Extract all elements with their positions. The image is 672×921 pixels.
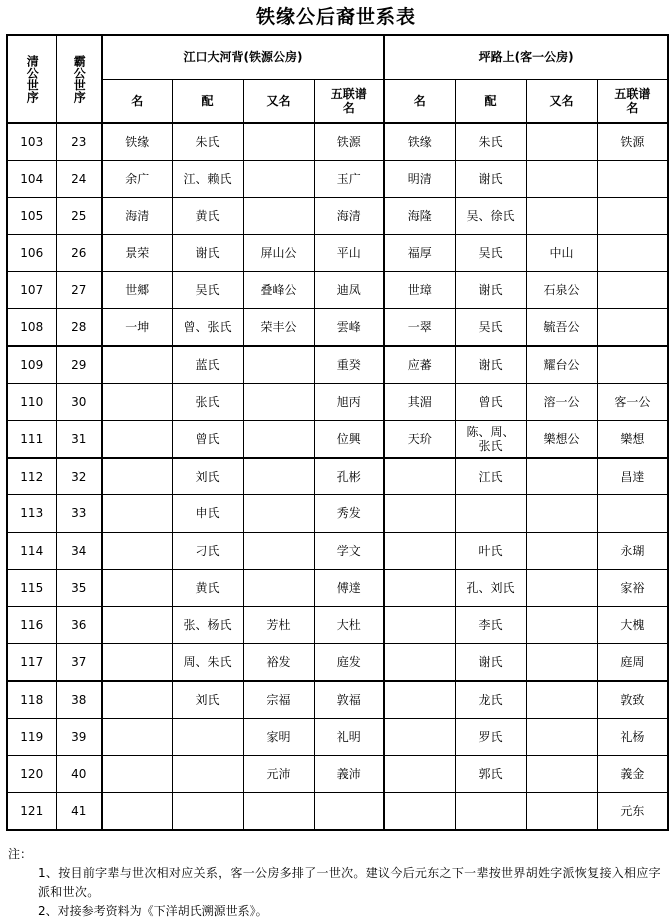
header-branch-left: 江口大河背(铁源公房) bbox=[102, 35, 384, 79]
cell-left-name bbox=[102, 383, 172, 420]
cell-left-name bbox=[102, 421, 172, 458]
cell-right-spouse: 朱氏 bbox=[455, 123, 526, 160]
cell-right-alias bbox=[526, 644, 597, 681]
cell-ba-generation: 26 bbox=[56, 235, 102, 272]
cell-right-lineage bbox=[597, 346, 668, 383]
cell-qing-generation: 120 bbox=[7, 755, 56, 792]
cell-ba-generation: 23 bbox=[56, 123, 102, 160]
cell-right-lineage bbox=[597, 495, 668, 532]
notes-label: 注： bbox=[8, 847, 33, 861]
cell-left-lineage: 海清 bbox=[314, 197, 384, 234]
cell-qing-generation: 106 bbox=[7, 235, 56, 272]
cell-right-lineage bbox=[597, 309, 668, 346]
cell-left-lineage: 迪凤 bbox=[314, 272, 384, 309]
cell-qing-generation: 116 bbox=[7, 606, 56, 643]
cell-right-lineage: 元东 bbox=[597, 792, 668, 829]
cell-qing-generation: 117 bbox=[7, 644, 56, 681]
cell-left-alias bbox=[243, 458, 314, 495]
cell-right-name bbox=[384, 458, 455, 495]
cell-right-spouse: 吴氏 bbox=[455, 309, 526, 346]
header-right-lineage: 五联谱名 bbox=[597, 79, 668, 123]
cell-qing-generation: 105 bbox=[7, 197, 56, 234]
cell-left-lineage: 玉广 bbox=[314, 160, 384, 197]
table-row bbox=[7, 606, 668, 643]
cell-right-alias bbox=[526, 718, 597, 755]
cell-right-name bbox=[384, 755, 455, 792]
cell-qing-generation: 115 bbox=[7, 569, 56, 606]
cell-right-alias bbox=[526, 532, 597, 569]
cell-ba-generation: 40 bbox=[56, 755, 102, 792]
cell-left-alias: 宗福 bbox=[243, 681, 314, 718]
cell-right-lineage: 家裕 bbox=[597, 569, 668, 606]
cell-right-alias: 耀台公 bbox=[526, 346, 597, 383]
table-row bbox=[7, 197, 668, 234]
cell-right-lineage: 永瑚 bbox=[597, 532, 668, 569]
cell-ba-generation: 28 bbox=[56, 309, 102, 346]
cell-right-name: 明清 bbox=[384, 160, 455, 197]
table-row bbox=[7, 755, 668, 792]
cell-left-lineage: 礼明 bbox=[314, 718, 384, 755]
table-row bbox=[7, 569, 668, 606]
cell-right-alias bbox=[526, 458, 597, 495]
cell-left-alias bbox=[243, 792, 314, 829]
cell-left-alias: 家明 bbox=[243, 718, 314, 755]
cell-left-alias bbox=[243, 532, 314, 569]
cell-left-name: 世郷 bbox=[102, 272, 172, 309]
cell-right-lineage: 客一公 bbox=[597, 383, 668, 420]
cell-left-lineage: 傅達 bbox=[314, 569, 384, 606]
note-line-2: 2、对接参考资料为《下洋胡氏溯源世系》。 bbox=[38, 904, 268, 918]
cell-left-spouse: 刘氏 bbox=[172, 458, 243, 495]
header-right-alias: 又名 bbox=[526, 79, 597, 123]
cell-right-alias bbox=[526, 606, 597, 643]
cell-left-name bbox=[102, 644, 172, 681]
cell-left-alias: 裕发 bbox=[243, 644, 314, 681]
cell-right-alias bbox=[526, 755, 597, 792]
cell-left-spouse: 张、杨氏 bbox=[172, 606, 243, 643]
table-row bbox=[7, 718, 668, 755]
header-right-name: 名 bbox=[384, 79, 455, 123]
cell-qing-generation: 114 bbox=[7, 532, 56, 569]
cell-right-lineage: 大槐 bbox=[597, 606, 668, 643]
cell-left-name bbox=[102, 346, 172, 383]
cell-right-spouse: 谢氏 bbox=[455, 160, 526, 197]
cell-right-name bbox=[384, 569, 455, 606]
cell-right-spouse: 谢氏 bbox=[455, 644, 526, 681]
cell-left-lineage: 敦福 bbox=[314, 681, 384, 718]
cell-left-alias bbox=[243, 123, 314, 160]
table-row bbox=[7, 346, 668, 383]
cell-left-spouse: 黄氏 bbox=[172, 569, 243, 606]
cell-ba-generation: 37 bbox=[56, 644, 102, 681]
cell-left-spouse: 周、朱氏 bbox=[172, 644, 243, 681]
cell-left-spouse: 刁氏 bbox=[172, 532, 243, 569]
cell-ba-generation: 31 bbox=[56, 421, 102, 458]
cell-left-name bbox=[102, 606, 172, 643]
cell-right-name: 铁缘 bbox=[384, 123, 455, 160]
cell-left-alias: 元沛 bbox=[243, 755, 314, 792]
cell-left-spouse: 申氏 bbox=[172, 495, 243, 532]
cell-ba-generation: 39 bbox=[56, 718, 102, 755]
cell-left-spouse: 黄氏 bbox=[172, 197, 243, 234]
cell-right-spouse bbox=[455, 495, 526, 532]
cell-right-spouse: 陈、周、 张氏 bbox=[455, 421, 526, 458]
page-title: 铁缘公后裔世系表 bbox=[255, 6, 416, 28]
cell-qing-generation: 112 bbox=[7, 458, 56, 495]
cell-right-alias: 樂想公 bbox=[526, 421, 597, 458]
cell-right-alias: 石泉公 bbox=[526, 272, 597, 309]
cell-qing-generation: 111 bbox=[7, 421, 56, 458]
table-row bbox=[7, 235, 668, 272]
cell-left-alias bbox=[243, 383, 314, 420]
cell-left-lineage: 秀发 bbox=[314, 495, 384, 532]
table-row bbox=[7, 681, 668, 718]
cell-right-alias: 中山 bbox=[526, 235, 597, 272]
header-left-spouse: 配 bbox=[172, 79, 243, 123]
cell-ba-generation: 41 bbox=[56, 792, 102, 829]
cell-left-lineage: 庭发 bbox=[314, 644, 384, 681]
cell-left-spouse: 谢氏 bbox=[172, 235, 243, 272]
cell-left-alias bbox=[243, 495, 314, 532]
cell-right-alias bbox=[526, 681, 597, 718]
cell-left-name: 海清 bbox=[102, 197, 172, 234]
notes-section bbox=[8, 845, 670, 921]
cell-right-lineage: 庭周 bbox=[597, 644, 668, 681]
cell-left-name bbox=[102, 755, 172, 792]
cell-right-lineage: 義金 bbox=[597, 755, 668, 792]
cell-right-name bbox=[384, 532, 455, 569]
cell-left-lineage: 学文 bbox=[314, 532, 384, 569]
cell-right-name: 一翠 bbox=[384, 309, 455, 346]
cell-right-spouse: 龙氏 bbox=[455, 681, 526, 718]
cell-right-alias bbox=[526, 160, 597, 197]
table-row bbox=[7, 644, 668, 681]
cell-right-name bbox=[384, 792, 455, 829]
cell-left-lineage: 铁源 bbox=[314, 123, 384, 160]
cell-left-alias bbox=[243, 421, 314, 458]
cell-right-spouse: 李氏 bbox=[455, 606, 526, 643]
cell-left-alias: 屏山公 bbox=[243, 235, 314, 272]
header-right-spouse: 配 bbox=[455, 79, 526, 123]
cell-left-spouse: 曾、张氏 bbox=[172, 309, 243, 346]
cell-left-name: 铁缘 bbox=[102, 123, 172, 160]
cell-right-lineage: 敦致 bbox=[597, 681, 668, 718]
cell-right-lineage bbox=[597, 272, 668, 309]
cell-left-name: 一坤 bbox=[102, 309, 172, 346]
header-left-lineage: 五联谱名 bbox=[314, 79, 384, 123]
cell-right-alias bbox=[526, 123, 597, 160]
cell-qing-generation: 118 bbox=[7, 681, 56, 718]
cell-ba-generation: 29 bbox=[56, 346, 102, 383]
cell-right-alias: 溶一公 bbox=[526, 383, 597, 420]
cell-ba-generation: 36 bbox=[56, 606, 102, 643]
table-row bbox=[7, 792, 668, 829]
cell-left-spouse bbox=[172, 755, 243, 792]
cell-left-alias: 荣丰公 bbox=[243, 309, 314, 346]
cell-right-lineage: 礼杨 bbox=[597, 718, 668, 755]
cell-left-spouse bbox=[172, 718, 243, 755]
cell-ba-generation: 24 bbox=[56, 160, 102, 197]
cell-right-name: 应蕃 bbox=[384, 346, 455, 383]
cell-qing-generation: 108 bbox=[7, 309, 56, 346]
cell-left-name bbox=[102, 458, 172, 495]
cell-left-alias bbox=[243, 197, 314, 234]
cell-left-spouse: 吴氏 bbox=[172, 272, 243, 309]
cell-left-alias bbox=[243, 160, 314, 197]
cell-left-name: 余广 bbox=[102, 160, 172, 197]
cell-right-spouse: 江氏 bbox=[455, 458, 526, 495]
table-row bbox=[7, 272, 668, 309]
cell-right-alias bbox=[526, 197, 597, 234]
cell-left-lineage: 孔彬 bbox=[314, 458, 384, 495]
cell-ba-generation: 27 bbox=[56, 272, 102, 309]
cell-right-name: 福厚 bbox=[384, 235, 455, 272]
cell-right-name bbox=[384, 495, 455, 532]
cell-left-name bbox=[102, 532, 172, 569]
header-left-name: 名 bbox=[102, 79, 172, 123]
cell-qing-generation: 121 bbox=[7, 792, 56, 829]
cell-right-spouse bbox=[455, 792, 526, 829]
cell-right-name: 天玠 bbox=[384, 421, 455, 458]
cell-left-alias: 叠峰公 bbox=[243, 272, 314, 309]
cell-left-lineage: 平山 bbox=[314, 235, 384, 272]
cell-right-alias bbox=[526, 792, 597, 829]
cell-right-spouse: 罗氏 bbox=[455, 718, 526, 755]
cell-left-name bbox=[102, 495, 172, 532]
cell-qing-generation: 107 bbox=[7, 272, 56, 309]
cell-right-alias bbox=[526, 495, 597, 532]
cell-right-lineage: 樂想 bbox=[597, 421, 668, 458]
cell-ba-generation: 32 bbox=[56, 458, 102, 495]
cell-right-spouse: 叶氏 bbox=[455, 532, 526, 569]
cell-right-lineage bbox=[597, 197, 668, 234]
genealogy-table bbox=[6, 34, 669, 831]
header-ba-generation: 霸公世序 bbox=[56, 35, 102, 123]
cell-right-spouse: 谢氏 bbox=[455, 346, 526, 383]
cell-left-spouse: 朱氏 bbox=[172, 123, 243, 160]
cell-left-alias bbox=[243, 569, 314, 606]
table-row bbox=[7, 421, 668, 458]
cell-qing-generation: 109 bbox=[7, 346, 56, 383]
cell-right-name: 世璋 bbox=[384, 272, 455, 309]
cell-right-spouse: 孔、刘氏 bbox=[455, 569, 526, 606]
header-qing-generation: 清公世序 bbox=[7, 35, 56, 123]
cell-left-spouse: 江、赖氏 bbox=[172, 160, 243, 197]
table-row bbox=[7, 160, 668, 197]
table-row bbox=[7, 532, 668, 569]
cell-ba-generation: 33 bbox=[56, 495, 102, 532]
cell-right-name bbox=[384, 681, 455, 718]
cell-right-alias bbox=[526, 569, 597, 606]
cell-left-spouse: 蓝氏 bbox=[172, 346, 243, 383]
cell-left-name bbox=[102, 718, 172, 755]
table-row bbox=[7, 458, 668, 495]
table-row bbox=[7, 495, 668, 532]
cell-left-lineage bbox=[314, 792, 384, 829]
cell-right-lineage: 昌達 bbox=[597, 458, 668, 495]
cell-left-lineage: 義沛 bbox=[314, 755, 384, 792]
cell-left-lineage: 雲峰 bbox=[314, 309, 384, 346]
cell-left-name bbox=[102, 569, 172, 606]
cell-ba-generation: 38 bbox=[56, 681, 102, 718]
cell-left-spouse: 曾氏 bbox=[172, 421, 243, 458]
cell-left-name bbox=[102, 681, 172, 718]
cell-qing-generation: 103 bbox=[7, 123, 56, 160]
cell-right-name bbox=[384, 606, 455, 643]
cell-right-spouse: 谢氏 bbox=[455, 272, 526, 309]
cell-right-lineage bbox=[597, 160, 668, 197]
cell-right-name bbox=[384, 718, 455, 755]
cell-right-spouse: 曾氏 bbox=[455, 383, 526, 420]
cell-right-spouse: 吴、徐氏 bbox=[455, 197, 526, 234]
note-line-1: 1、按目前字辈与世次相对应关系，客一公房多排了一世次。建议今后元东之下一辈按世界胡姓字派恢复接入相应字派和世次。 bbox=[38, 866, 661, 899]
cell-right-name: 海隆 bbox=[384, 197, 455, 234]
table-row bbox=[7, 383, 668, 420]
cell-right-lineage: 铁源 bbox=[597, 123, 668, 160]
header-left-alias: 又名 bbox=[243, 79, 314, 123]
cell-left-lineage: 位興 bbox=[314, 421, 384, 458]
cell-right-lineage bbox=[597, 235, 668, 272]
cell-left-spouse: 刘氏 bbox=[172, 681, 243, 718]
cell-left-spouse bbox=[172, 792, 243, 829]
cell-left-alias bbox=[243, 346, 314, 383]
cell-right-spouse: 吴氏 bbox=[455, 235, 526, 272]
cell-left-name: 景荣 bbox=[102, 235, 172, 272]
cell-qing-generation: 110 bbox=[7, 383, 56, 420]
table-row bbox=[7, 309, 668, 346]
cell-qing-generation: 113 bbox=[7, 495, 56, 532]
cell-left-lineage: 重癸 bbox=[314, 346, 384, 383]
cell-left-alias: 芳杜 bbox=[243, 606, 314, 643]
cell-right-name bbox=[384, 644, 455, 681]
cell-left-spouse: 张氏 bbox=[172, 383, 243, 420]
cell-left-lineage: 大杜 bbox=[314, 606, 384, 643]
cell-right-alias: 毓吾公 bbox=[526, 309, 597, 346]
cell-qing-generation: 119 bbox=[7, 718, 56, 755]
header-branch-right: 坪路上(客一公房) bbox=[384, 35, 668, 79]
cell-left-lineage: 旭丙 bbox=[314, 383, 384, 420]
cell-qing-generation: 104 bbox=[7, 160, 56, 197]
cell-ba-generation: 35 bbox=[56, 569, 102, 606]
table-row bbox=[7, 123, 668, 160]
cell-left-name bbox=[102, 792, 172, 829]
cell-ba-generation: 34 bbox=[56, 532, 102, 569]
cell-ba-generation: 25 bbox=[56, 197, 102, 234]
cell-right-name: 其湄 bbox=[384, 383, 455, 420]
cell-right-spouse: 郭氏 bbox=[455, 755, 526, 792]
cell-ba-generation: 30 bbox=[56, 383, 102, 420]
